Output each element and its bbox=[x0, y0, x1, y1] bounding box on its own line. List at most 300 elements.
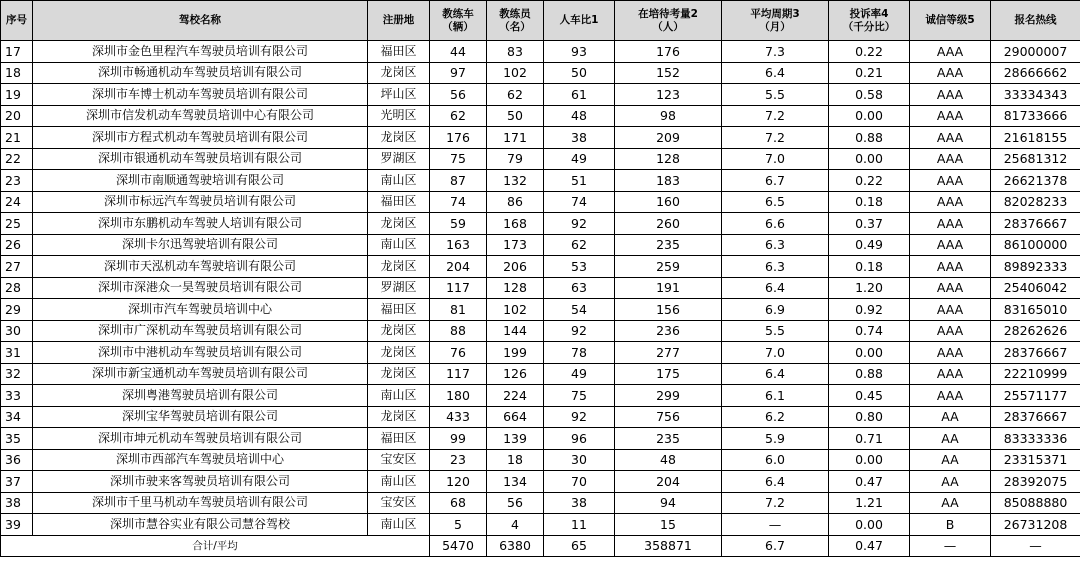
cell-school-name: 深圳市慧谷实业有限公司慧谷驾校 bbox=[33, 514, 368, 536]
cell-complaint: 0.71 bbox=[829, 428, 910, 450]
cell-coaches: 79 bbox=[487, 148, 544, 170]
cell-cars: 76 bbox=[430, 342, 487, 364]
cell-cycle: 7.2 bbox=[722, 492, 829, 514]
cell-credit: AAA bbox=[910, 342, 991, 364]
totals-cars: 5470 bbox=[430, 535, 487, 557]
cell-district: 龙岗区 bbox=[368, 213, 430, 235]
cell-complaint: 0.00 bbox=[829, 514, 910, 536]
cell-idx: 31 bbox=[1, 342, 33, 364]
cell-district: 光明区 bbox=[368, 105, 430, 127]
cell-district: 南山区 bbox=[368, 471, 430, 493]
table-row bbox=[1, 385, 1080, 407]
cell-ratio: 78 bbox=[544, 342, 615, 364]
cell-school-name: 深圳市中港机动车驾驶员培训有限公司 bbox=[33, 342, 368, 364]
cell-complaint: 0.88 bbox=[829, 127, 910, 149]
cell-ratio: 70 bbox=[544, 471, 615, 493]
table-row bbox=[1, 492, 1080, 514]
cell-school-name: 深圳粤港驾驶员培训有限公司 bbox=[33, 385, 368, 407]
cell-cars: 59 bbox=[430, 213, 487, 235]
cell-pending: 235 bbox=[615, 234, 722, 256]
totals-pending: 358871 bbox=[615, 535, 722, 557]
cell-cars: 5 bbox=[430, 514, 487, 536]
cell-coaches: 102 bbox=[487, 62, 544, 84]
cell-coaches: 86 bbox=[487, 191, 544, 213]
cell-cars: 163 bbox=[430, 234, 487, 256]
cell-school-name: 深圳市深港众一昊驾驶员培训有限公司 bbox=[33, 277, 368, 299]
cell-credit: AAA bbox=[910, 320, 991, 342]
cell-ratio: 75 bbox=[544, 385, 615, 407]
cell-idx: 20 bbox=[1, 105, 33, 127]
cell-pending: 209 bbox=[615, 127, 722, 149]
cell-ratio: 51 bbox=[544, 170, 615, 192]
cell-complaint: 0.18 bbox=[829, 191, 910, 213]
cell-credit: AAA bbox=[910, 213, 991, 235]
cell-complaint: 0.00 bbox=[829, 105, 910, 127]
cell-coaches: 173 bbox=[487, 234, 544, 256]
cell-hotline: 28666662 bbox=[991, 62, 1080, 84]
header-ratio: 人车比1 bbox=[544, 1, 615, 41]
cell-idx: 32 bbox=[1, 363, 33, 385]
cell-pending: 156 bbox=[615, 299, 722, 321]
table-body bbox=[1, 41, 1080, 536]
table-row bbox=[1, 234, 1080, 256]
cell-cars: 68 bbox=[430, 492, 487, 514]
cell-cycle: 7.2 bbox=[722, 127, 829, 149]
cell-hotline: 21618155 bbox=[991, 127, 1080, 149]
totals-ratio: 65 bbox=[544, 535, 615, 557]
cell-pending: 123 bbox=[615, 84, 722, 106]
cell-cars: 117 bbox=[430, 363, 487, 385]
cell-cycle: 6.1 bbox=[722, 385, 829, 407]
cell-hotline: 86100000 bbox=[991, 234, 1080, 256]
cell-pending: 48 bbox=[615, 449, 722, 471]
cell-complaint: 1.21 bbox=[829, 492, 910, 514]
totals-hotline: — bbox=[991, 535, 1080, 557]
cell-credit: AAA bbox=[910, 105, 991, 127]
totals-cycle: 6.7 bbox=[722, 535, 829, 557]
cell-pending: 236 bbox=[615, 320, 722, 342]
cell-credit: AAA bbox=[910, 299, 991, 321]
cell-pending: 152 bbox=[615, 62, 722, 84]
header-idx: 序号 bbox=[1, 1, 33, 41]
cell-district: 南山区 bbox=[368, 514, 430, 536]
cell-pending: 299 bbox=[615, 385, 722, 407]
cell-idx: 39 bbox=[1, 514, 33, 536]
cell-credit: AA bbox=[910, 492, 991, 514]
cell-ratio: 48 bbox=[544, 105, 615, 127]
table-row bbox=[1, 320, 1080, 342]
cell-school-name: 深圳市西部汽车驾驶员培训中心 bbox=[33, 449, 368, 471]
cell-coaches: 62 bbox=[487, 84, 544, 106]
table-row bbox=[1, 105, 1080, 127]
cell-cycle: 6.7 bbox=[722, 170, 829, 192]
cell-cycle: 6.9 bbox=[722, 299, 829, 321]
cell-ratio: 62 bbox=[544, 234, 615, 256]
cell-complaint: 0.21 bbox=[829, 62, 910, 84]
table-row bbox=[1, 299, 1080, 321]
cell-hotline: 82028233 bbox=[991, 191, 1080, 213]
cell-idx: 23 bbox=[1, 170, 33, 192]
cell-hotline: 25406042 bbox=[991, 277, 1080, 299]
cell-cycle: 6.5 bbox=[722, 191, 829, 213]
cell-idx: 33 bbox=[1, 385, 33, 407]
cell-pending: 183 bbox=[615, 170, 722, 192]
cell-district: 龙岗区 bbox=[368, 342, 430, 364]
cell-idx: 25 bbox=[1, 213, 33, 235]
cell-idx: 21 bbox=[1, 127, 33, 149]
cell-school-name: 深圳市新宝通机动车驾驶员培训有限公司 bbox=[33, 363, 368, 385]
cell-credit: AAA bbox=[910, 41, 991, 63]
cell-coaches: 18 bbox=[487, 449, 544, 471]
cell-pending: 98 bbox=[615, 105, 722, 127]
cell-complaint: 0.22 bbox=[829, 41, 910, 63]
cell-pending: 191 bbox=[615, 277, 722, 299]
cell-cars: 97 bbox=[430, 62, 487, 84]
cell-district: 龙岗区 bbox=[368, 256, 430, 278]
cell-district: 南山区 bbox=[368, 385, 430, 407]
cell-hotline: 81733666 bbox=[991, 105, 1080, 127]
cell-cars: 75 bbox=[430, 148, 487, 170]
cell-cycle: 7.0 bbox=[722, 148, 829, 170]
cell-school-name: 深圳市畅通机动车驾驶员培训有限公司 bbox=[33, 62, 368, 84]
totals-row bbox=[1, 535, 1080, 557]
cell-ratio: 96 bbox=[544, 428, 615, 450]
cell-coaches: 50 bbox=[487, 105, 544, 127]
cell-idx: 35 bbox=[1, 428, 33, 450]
cell-district: 龙岗区 bbox=[368, 406, 430, 428]
cell-hotline: 89892333 bbox=[991, 256, 1080, 278]
cell-ratio: 38 bbox=[544, 492, 615, 514]
cell-idx: 37 bbox=[1, 471, 33, 493]
cell-coaches: 126 bbox=[487, 363, 544, 385]
cell-school-name: 深圳市千里马机动车驾驶员培训有限公司 bbox=[33, 492, 368, 514]
cell-idx: 24 bbox=[1, 191, 33, 213]
cell-hotline: 26621378 bbox=[991, 170, 1080, 192]
cell-complaint: 0.22 bbox=[829, 170, 910, 192]
table-row bbox=[1, 449, 1080, 471]
cell-school-name: 深圳市信发机动车驾驶员培训中心有限公司 bbox=[33, 105, 368, 127]
cell-ratio: 53 bbox=[544, 256, 615, 278]
cell-cars: 117 bbox=[430, 277, 487, 299]
header-coaches: 教练员 （名） bbox=[487, 1, 544, 41]
cell-pending: 259 bbox=[615, 256, 722, 278]
cell-cars: 120 bbox=[430, 471, 487, 493]
cell-hotline: 85088880 bbox=[991, 492, 1080, 514]
cell-pending: 160 bbox=[615, 191, 722, 213]
table-row bbox=[1, 277, 1080, 299]
cell-district: 坪山区 bbox=[368, 84, 430, 106]
cell-credit: AAA bbox=[910, 84, 991, 106]
cell-district: 宝安区 bbox=[368, 449, 430, 471]
cell-hotline: 28376667 bbox=[991, 213, 1080, 235]
cell-cycle: 6.3 bbox=[722, 256, 829, 278]
cell-cycle: 6.6 bbox=[722, 213, 829, 235]
cell-coaches: 128 bbox=[487, 277, 544, 299]
cell-idx: 27 bbox=[1, 256, 33, 278]
cell-district: 龙岗区 bbox=[368, 127, 430, 149]
cell-credit: AAA bbox=[910, 191, 991, 213]
totals-credit: — bbox=[910, 535, 991, 557]
cell-ratio: 54 bbox=[544, 299, 615, 321]
cell-hotline: 26731208 bbox=[991, 514, 1080, 536]
cell-credit: AAA bbox=[910, 234, 991, 256]
cell-credit: AAA bbox=[910, 385, 991, 407]
cell-credit: AAA bbox=[910, 127, 991, 149]
cell-cycle: 6.4 bbox=[722, 363, 829, 385]
cell-cars: 87 bbox=[430, 170, 487, 192]
cell-cycle: — bbox=[722, 514, 829, 536]
cell-idx: 28 bbox=[1, 277, 33, 299]
table-footer bbox=[1, 535, 1080, 557]
cell-coaches: 171 bbox=[487, 127, 544, 149]
cell-school-name: 深圳市银通机动车驾驶员培训有限公司 bbox=[33, 148, 368, 170]
table-row bbox=[1, 256, 1080, 278]
cell-cars: 23 bbox=[430, 449, 487, 471]
cell-cycle: 7.0 bbox=[722, 342, 829, 364]
cell-coaches: 206 bbox=[487, 256, 544, 278]
cell-hotline: 83165010 bbox=[991, 299, 1080, 321]
table-row bbox=[1, 127, 1080, 149]
cell-hotline: 28376667 bbox=[991, 342, 1080, 364]
cell-cars: 180 bbox=[430, 385, 487, 407]
cell-coaches: 134 bbox=[487, 471, 544, 493]
cell-district: 南山区 bbox=[368, 170, 430, 192]
cell-coaches: 83 bbox=[487, 41, 544, 63]
cell-credit: AAA bbox=[910, 62, 991, 84]
table-row bbox=[1, 170, 1080, 192]
table-row bbox=[1, 342, 1080, 364]
cell-ratio: 92 bbox=[544, 213, 615, 235]
cell-school-name: 深圳宝华驾驶员培训有限公司 bbox=[33, 406, 368, 428]
cell-cars: 56 bbox=[430, 84, 487, 106]
cell-coaches: 132 bbox=[487, 170, 544, 192]
cell-coaches: 56 bbox=[487, 492, 544, 514]
cell-coaches: 199 bbox=[487, 342, 544, 364]
table-row bbox=[1, 428, 1080, 450]
cell-idx: 38 bbox=[1, 492, 33, 514]
header-name: 驾校名称 bbox=[33, 1, 368, 41]
cell-complaint: 0.80 bbox=[829, 406, 910, 428]
cell-cars: 433 bbox=[430, 406, 487, 428]
table-row bbox=[1, 514, 1080, 536]
cell-idx: 30 bbox=[1, 320, 33, 342]
cell-cars: 99 bbox=[430, 428, 487, 450]
cell-cycle: 5.9 bbox=[722, 428, 829, 450]
cell-cars: 204 bbox=[430, 256, 487, 278]
cell-credit: AAA bbox=[910, 148, 991, 170]
cell-cars: 62 bbox=[430, 105, 487, 127]
cell-ratio: 38 bbox=[544, 127, 615, 149]
cell-ratio: 49 bbox=[544, 363, 615, 385]
cell-school-name: 深圳市天泓机动车驾驶培训有限公司 bbox=[33, 256, 368, 278]
header-cycle: 平均周期3 （月） bbox=[722, 1, 829, 41]
cell-complaint: 0.92 bbox=[829, 299, 910, 321]
table-row bbox=[1, 363, 1080, 385]
cell-school-name: 深圳市广深机动车驾驶员培训有限公司 bbox=[33, 320, 368, 342]
header-credit: 诚信等级5 bbox=[910, 1, 991, 41]
cell-credit: AAA bbox=[910, 256, 991, 278]
cell-complaint: 0.18 bbox=[829, 256, 910, 278]
cell-credit: AAA bbox=[910, 170, 991, 192]
cell-cycle: 6.4 bbox=[722, 471, 829, 493]
cell-idx: 34 bbox=[1, 406, 33, 428]
cell-complaint: 0.74 bbox=[829, 320, 910, 342]
cell-complaint: 0.37 bbox=[829, 213, 910, 235]
cell-cars: 44 bbox=[430, 41, 487, 63]
cell-cars: 176 bbox=[430, 127, 487, 149]
table-row bbox=[1, 41, 1080, 63]
header-pending: 在培待考量2 （人） bbox=[615, 1, 722, 41]
cell-ratio: 49 bbox=[544, 148, 615, 170]
cell-pending: 260 bbox=[615, 213, 722, 235]
cell-cycle: 7.3 bbox=[722, 41, 829, 63]
cell-credit: AAA bbox=[910, 363, 991, 385]
cell-cycle: 6.3 bbox=[722, 234, 829, 256]
cell-credit: AA bbox=[910, 449, 991, 471]
header-district: 注册地 bbox=[368, 1, 430, 41]
cell-hotline: 23315371 bbox=[991, 449, 1080, 471]
cell-pending: 204 bbox=[615, 471, 722, 493]
cell-school-name: 深圳卡尔迅驾驶培训有限公司 bbox=[33, 234, 368, 256]
cell-complaint: 0.00 bbox=[829, 148, 910, 170]
cell-district: 龙岗区 bbox=[368, 62, 430, 84]
header-row bbox=[1, 1, 1080, 41]
cell-cycle: 7.2 bbox=[722, 105, 829, 127]
cell-idx: 17 bbox=[1, 41, 33, 63]
cell-school-name: 深圳市汽车驾驶员培训中心 bbox=[33, 299, 368, 321]
cell-cycle: 6.0 bbox=[722, 449, 829, 471]
cell-coaches: 139 bbox=[487, 428, 544, 450]
cell-cycle: 5.5 bbox=[722, 84, 829, 106]
cell-cycle: 6.2 bbox=[722, 406, 829, 428]
cell-pending: 175 bbox=[615, 363, 722, 385]
cell-credit: AA bbox=[910, 406, 991, 428]
cell-pending: 277 bbox=[615, 342, 722, 364]
cell-complaint: 0.47 bbox=[829, 471, 910, 493]
totals-complaint: 0.47 bbox=[829, 535, 910, 557]
table-row bbox=[1, 84, 1080, 106]
table-row bbox=[1, 213, 1080, 235]
table-header bbox=[1, 1, 1080, 41]
cell-school-name: 深圳市驶来客驾驶员培训有限公司 bbox=[33, 471, 368, 493]
cell-ratio: 61 bbox=[544, 84, 615, 106]
cell-district: 龙岗区 bbox=[368, 363, 430, 385]
cell-complaint: 0.58 bbox=[829, 84, 910, 106]
cell-coaches: 102 bbox=[487, 299, 544, 321]
cell-cars: 81 bbox=[430, 299, 487, 321]
cell-idx: 36 bbox=[1, 449, 33, 471]
cell-district: 福田区 bbox=[368, 428, 430, 450]
cell-complaint: 0.00 bbox=[829, 342, 910, 364]
cell-pending: 235 bbox=[615, 428, 722, 450]
cell-credit: AAA bbox=[910, 277, 991, 299]
cell-ratio: 74 bbox=[544, 191, 615, 213]
cell-pending: 128 bbox=[615, 148, 722, 170]
table-row bbox=[1, 191, 1080, 213]
cell-credit: AA bbox=[910, 428, 991, 450]
cell-pending: 756 bbox=[615, 406, 722, 428]
cell-coaches: 168 bbox=[487, 213, 544, 235]
cell-school-name: 深圳市南顺通驾驶培训有限公司 bbox=[33, 170, 368, 192]
cell-school-name: 深圳市方程式机动车驾驶员培训有限公司 bbox=[33, 127, 368, 149]
cell-district: 罗湖区 bbox=[368, 277, 430, 299]
cell-pending: 176 bbox=[615, 41, 722, 63]
cell-cars: 74 bbox=[430, 191, 487, 213]
cell-cycle: 6.4 bbox=[722, 62, 829, 84]
cell-ratio: 92 bbox=[544, 406, 615, 428]
cell-coaches: 4 bbox=[487, 514, 544, 536]
cell-ratio: 11 bbox=[544, 514, 615, 536]
cell-school-name: 深圳市车博士机动车驾驶员培训有限公司 bbox=[33, 84, 368, 106]
cell-hotline: 25681312 bbox=[991, 148, 1080, 170]
cell-ratio: 93 bbox=[544, 41, 615, 63]
cell-idx: 29 bbox=[1, 299, 33, 321]
cell-district: 福田区 bbox=[368, 191, 430, 213]
table-row bbox=[1, 148, 1080, 170]
cell-cycle: 5.5 bbox=[722, 320, 829, 342]
cell-district: 福田区 bbox=[368, 299, 430, 321]
cell-complaint: 0.49 bbox=[829, 234, 910, 256]
cell-idx: 19 bbox=[1, 84, 33, 106]
cell-idx: 18 bbox=[1, 62, 33, 84]
cell-district: 罗湖区 bbox=[368, 148, 430, 170]
cell-ratio: 50 bbox=[544, 62, 615, 84]
table-row bbox=[1, 471, 1080, 493]
cell-coaches: 144 bbox=[487, 320, 544, 342]
cell-district: 南山区 bbox=[368, 234, 430, 256]
cell-credit: B bbox=[910, 514, 991, 536]
cell-idx: 22 bbox=[1, 148, 33, 170]
cell-hotline: 22210999 bbox=[991, 363, 1080, 385]
cell-ratio: 63 bbox=[544, 277, 615, 299]
table-row bbox=[1, 406, 1080, 428]
cell-complaint: 0.88 bbox=[829, 363, 910, 385]
header-hotline: 报名热线 bbox=[991, 1, 1080, 41]
cell-pending: 94 bbox=[615, 492, 722, 514]
cell-hotline: 28262626 bbox=[991, 320, 1080, 342]
cell-district: 福田区 bbox=[368, 41, 430, 63]
header-complaint: 投诉率4 （千分比） bbox=[829, 1, 910, 41]
cell-district: 龙岗区 bbox=[368, 320, 430, 342]
cell-coaches: 224 bbox=[487, 385, 544, 407]
cell-school-name: 深圳市东鹏机动车驾驶人培训有限公司 bbox=[33, 213, 368, 235]
cell-hotline: 28392075 bbox=[991, 471, 1080, 493]
cell-ratio: 92 bbox=[544, 320, 615, 342]
cell-hotline: 33334343 bbox=[991, 84, 1080, 106]
totals-coaches: 6380 bbox=[487, 535, 544, 557]
cell-credit: AA bbox=[910, 471, 991, 493]
table-row bbox=[1, 62, 1080, 84]
cell-complaint: 0.00 bbox=[829, 449, 910, 471]
cell-school-name: 深圳市金色里程汽车驾驶员培训有限公司 bbox=[33, 41, 368, 63]
cell-hotline: 25571177 bbox=[991, 385, 1080, 407]
cell-cars: 88 bbox=[430, 320, 487, 342]
cell-school-name: 深圳市坤元机动车驾驶员培训有限公司 bbox=[33, 428, 368, 450]
header-cars: 教练车 （辆） bbox=[430, 1, 487, 41]
cell-hotline: 29000007 bbox=[991, 41, 1080, 63]
cell-complaint: 1.20 bbox=[829, 277, 910, 299]
cell-district: 宝安区 bbox=[368, 492, 430, 514]
cell-idx: 26 bbox=[1, 234, 33, 256]
cell-cycle: 6.4 bbox=[722, 277, 829, 299]
cell-hotline: 83333336 bbox=[991, 428, 1080, 450]
cell-ratio: 30 bbox=[544, 449, 615, 471]
cell-hotline: 28376667 bbox=[991, 406, 1080, 428]
cell-complaint: 0.45 bbox=[829, 385, 910, 407]
cell-school-name: 深圳市标远汽车驾驶员培训有限公司 bbox=[33, 191, 368, 213]
cell-coaches: 664 bbox=[487, 406, 544, 428]
cell-pending: 15 bbox=[615, 514, 722, 536]
